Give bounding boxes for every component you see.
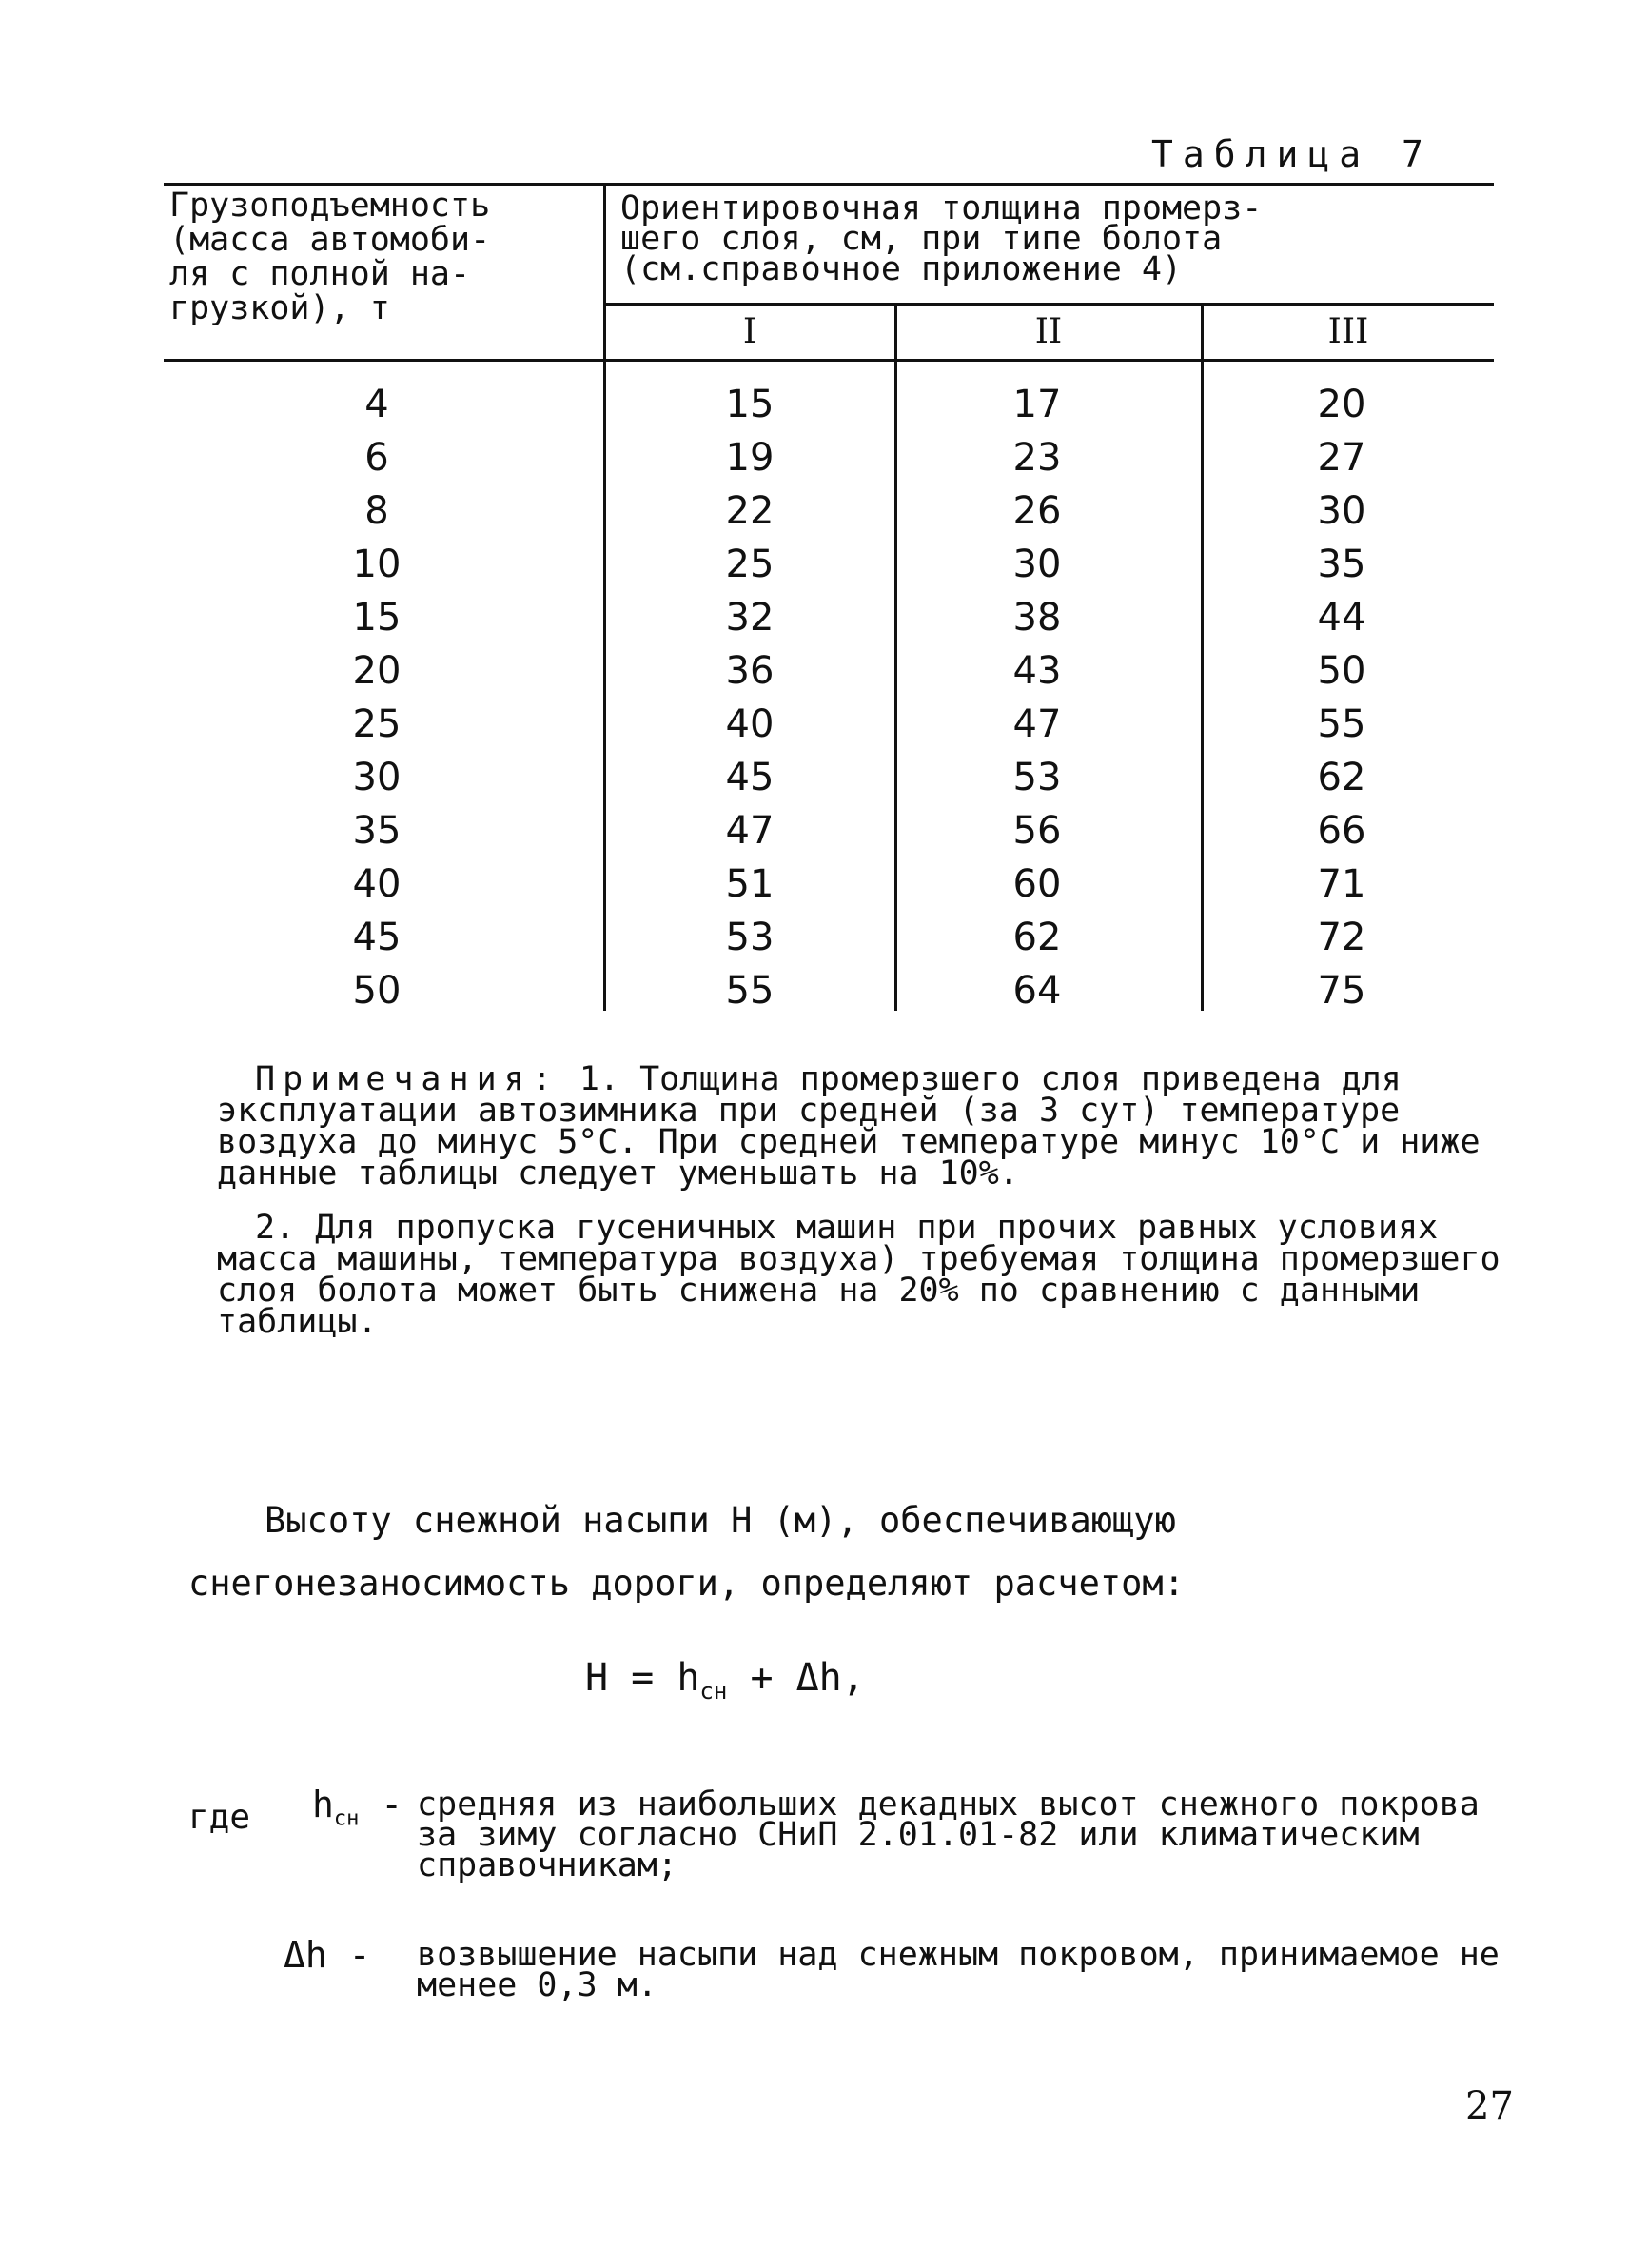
definition-h-sn [188,1784,1520,1923]
note-1 [217,1060,1501,1193]
definition-symbol-h-base: h [312,1784,334,1825]
cell-type-I: 55 [725,969,775,1013]
notes-label: Примечания: [255,1060,559,1098]
cell-type-II: 64 [1012,969,1062,1013]
table-row [0,484,1648,538]
column-header-III: III [1327,312,1369,351]
table-notes [217,1060,1501,1341]
cell-type-I: 36 [725,649,775,693]
definition-text-h: средняя из наибольших декадных высот снежного покрова за зиму согласно СНиП 2.01.01-82 или климатическим справочникам; [417,1785,1480,1884]
cell-type-II: 38 [1012,596,1062,640]
table-header-bottom-rule [164,359,1494,362]
cell-type-III: 20 [1317,383,1366,426]
column-header-II: II [1034,312,1063,351]
cell-type-I: 22 [725,489,775,533]
cell-capacity: 20 [352,649,402,693]
formula-h: h [677,1656,700,1700]
cell-capacity: 35 [352,809,402,853]
definition-symbol-delta-h: Δh - [284,1934,371,1976]
cell-type-III: 55 [1317,702,1366,746]
cell-type-III: 35 [1317,542,1366,586]
cell-type-III: 50 [1317,649,1366,693]
note-2: 2. Для пропуска гусеничных машин при прочих равных условиях масса машины, температура воздуха) требуемая толщина промерзшего слоя болота может быть снижена на 20% по сравнению с данными таблицы. [217,1209,1501,1341]
cell-type-I: 45 [725,756,775,799]
cell-capacity: 8 [364,489,389,533]
cell-type-III: 72 [1317,916,1366,959]
table-row [0,378,1648,431]
cell-type-III: 71 [1317,862,1366,906]
table-row [0,698,1648,751]
cell-type-I: 53 [725,916,775,959]
cell-type-III: 44 [1317,596,1366,640]
cell-type-II: 43 [1012,649,1062,693]
definition-where: где [188,1798,251,1837]
cell-type-III: 66 [1317,809,1366,853]
cell-capacity: 15 [352,596,402,640]
formula-lhs: Н = [585,1656,655,1700]
definition-symbol-h [312,1784,403,1835]
table-top-rule [164,183,1494,186]
cell-capacity: 4 [364,383,389,426]
cell-capacity: 25 [352,702,402,746]
table-row [0,591,1648,644]
cell-capacity: 40 [352,862,402,906]
cell-type-II: 60 [1012,862,1062,906]
cell-type-I: 40 [725,702,775,746]
cell-capacity: 50 [352,969,402,1013]
table-row [0,804,1648,858]
formula [585,1656,865,1705]
cell-type-II: 17 [1012,383,1062,426]
table-row [0,644,1648,698]
cell-type-I: 19 [725,436,775,480]
table-row [0,911,1648,964]
cell-type-II: 56 [1012,809,1062,853]
cell-type-I: 15 [725,383,775,426]
cell-type-II: 30 [1012,542,1062,586]
cell-capacity: 30 [352,756,402,799]
cell-type-III: 30 [1317,489,1366,533]
definition-symbol-h-sub: сн [333,1806,360,1831]
cell-type-I: 51 [725,862,775,906]
cell-capacity: 45 [352,916,402,959]
table-header-thickness: Ориентировочная толщина промерз- шего слоя, см, при типе болота (см.справочное приложение 4) [620,189,1263,288]
cell-type-I: 32 [725,596,775,640]
table-row [0,858,1648,911]
cell-capacity: 6 [364,436,389,480]
table-row [0,964,1648,1017]
table-caption: Таблица 7 [1151,133,1433,175]
cell-type-III: 75 [1317,969,1366,1013]
cell-type-III: 27 [1317,436,1366,480]
table-row [0,538,1648,591]
page-number: 27 [1465,2084,1514,2128]
cell-type-II: 53 [1012,756,1062,799]
formula-h-sub: сн [699,1678,728,1705]
cell-type-I: 47 [725,809,775,853]
body-paragraph-text: Высоту снежной насыпи Н (м), обеспечивающую снегонезаносимость дороги, определяют расчетом: [188,1500,1185,1604]
table-header-capacity: Грузоподъемность (масса автомоби- ля с полной на- грузкой), т [169,187,491,327]
table-row [0,751,1648,804]
cell-type-II: 47 [1012,702,1062,746]
cell-type-III: 62 [1317,756,1366,799]
cell-type-II: 26 [1012,489,1062,533]
definition-text-delta-h: возвышение насыпи над снежным покровом, принимаемое не менее 0,3 м. [417,1936,1500,2004]
table-subheader-rule [605,303,1494,306]
cell-type-I: 25 [725,542,775,586]
definitions [188,1784,1520,2016]
cell-type-II: 23 [1012,436,1062,480]
definition-symbol-h-dash: - [359,1784,403,1825]
formula-rest: + Δh, [750,1656,865,1700]
note-1-text: 1. Толщина промерзшего слоя приведена для эксплуатации автозимника при средней (за 3 сут) температуре воздуха до минус 5°С. При средней температуре минус 10°С и ниже данные таблицы следует уменьшать на 10%. [217,1060,1481,1193]
cell-capacity: 10 [352,542,402,586]
column-header-I: I [742,312,757,351]
definition-delta-h [188,1934,1520,2016]
body-paragraph [188,1489,1520,1615]
table-row [0,431,1648,484]
cell-type-II: 62 [1012,916,1062,959]
